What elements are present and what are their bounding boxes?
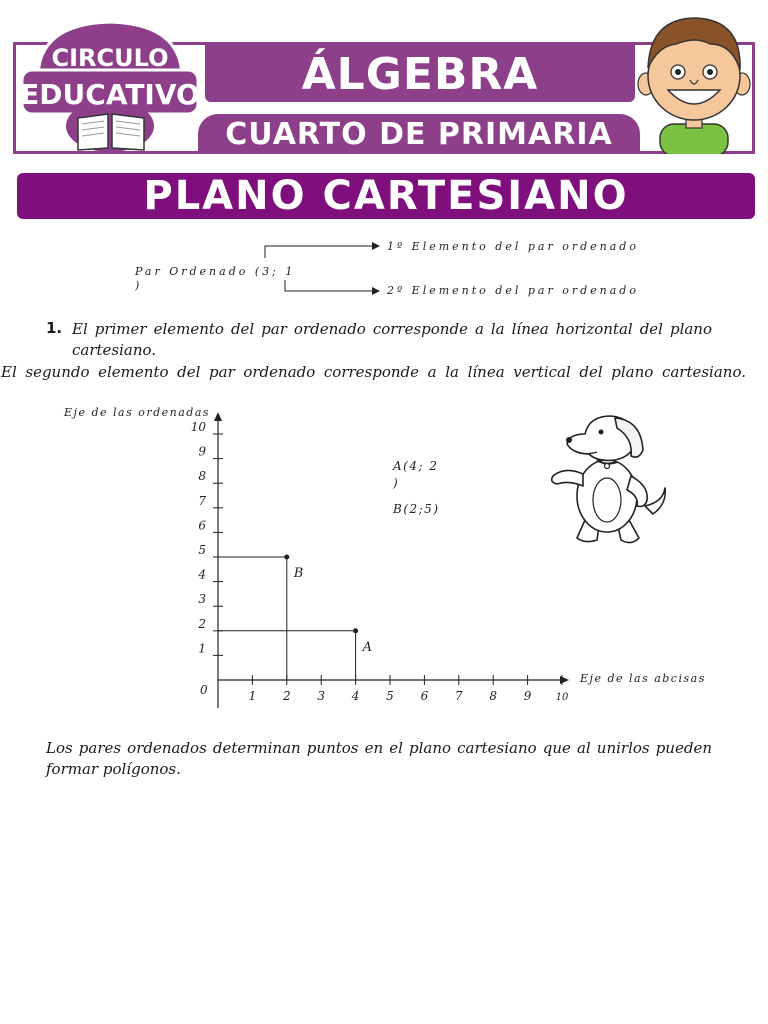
y-tick-label: 7 [198,493,206,508]
point-b [284,555,289,560]
x-tick-label: 9 [523,689,532,703]
x-tick-label: 3 [317,689,326,703]
legend-point-b: B(2;5) [393,502,440,516]
ordered-pair-label: Par Ordenado (3; 1 [135,265,296,278]
page-title: PLANO CARTESIANO [143,173,629,219]
x-tick-label: 5 [386,689,394,703]
list-number: 1. [46,319,63,337]
y-axis-label: Eje de las ordenadas [64,406,211,419]
y-tick-label: 10 [190,420,206,434]
y-tick-label: 5 [198,543,206,557]
y-tick-label: 3 [198,592,206,607]
point-label: A [362,639,372,655]
dog-cartoon-icon [545,410,670,550]
y-tick-label: 1 [198,641,206,656]
y-tick-label: 6 [198,518,206,533]
y-tick-label: 2 [198,616,206,631]
legend-point-a: A(4; 2 [393,459,439,473]
origin-label: 0 [200,683,208,697]
point-a [353,628,358,633]
y-tick-label: 9 [198,444,206,459]
ordered-pair-label-close: ) [135,279,143,292]
y-axis-arrow [214,412,222,421]
list-item-2: El segundo elemento del par ordenado corresponde a la línea vertical del plano cartesiano. [1,363,746,381]
kid-cartoon-icon [636,14,752,154]
subject-title: ÁLGEBRA [301,49,539,100]
point-label: B [293,566,304,581]
x-axis-arrow [560,676,569,684]
x-tick-label: 2 [282,689,291,703]
x-tick-label: 6 [420,689,429,703]
list-item-1: El primer elemento del par ordenado corresponde a la línea horizontal del plano cartesiano. [72,320,712,359]
legend-point-a-close: ) [393,476,398,490]
x-tick-label: 10 [555,692,569,703]
grade-title: CUARTO DE PRIMARIA [225,117,613,152]
x-tick-label: 7 [454,689,463,703]
y-tick-label: 8 [198,469,206,484]
x-axis-label: Eje de las abcisas [580,672,706,685]
x-tick-label: 4 [351,689,360,703]
closing-paragraph: Los pares ordenados determinan puntos en el plano cartesiano que al unirlos pueden formar polígonos. [46,739,712,778]
x-tick-label: 1 [248,689,257,703]
svg-text:EDUCATIVO: EDUCATIVO [20,78,200,111]
circulo-educativo-logo [20,18,200,154]
x-tick-label: 8 [489,689,498,703]
second-element-label: 2º Elemento del par ordenado [387,284,639,297]
first-element-label: 1º Elemento del par ordenado [387,240,639,253]
y-tick-label: 4 [198,567,206,582]
svg-text:CIRCULO: CIRCULO [51,44,169,72]
